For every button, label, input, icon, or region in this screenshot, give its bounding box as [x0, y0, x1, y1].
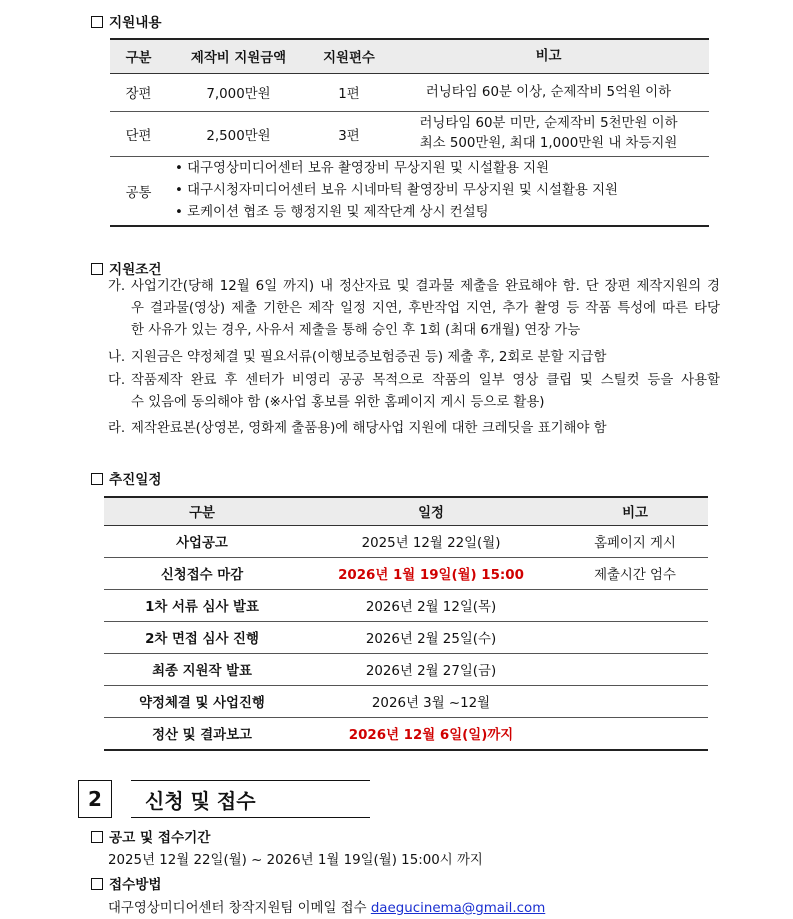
note-line: 러닝타임 60분 이상, 순제작비 5억원 이하 — [425, 84, 672, 100]
count-cell: 3편 — [338, 128, 360, 144]
support-heading: 지원내용 — [91, 11, 162, 31]
schedule-note — [562, 686, 708, 717]
condition-line: 제작완료본(상영본, 영화제 출품용)에 해당사업 지원에 대한 크레딧을 표기해야 함 — [131, 421, 607, 436]
table-row — [110, 74, 709, 112]
header-cell: 구분 — [189, 506, 215, 521]
support-table — [110, 38, 709, 227]
condition-line: 사업기간(당해 12월 6일 까지) 내 정산자료 및 결과물 제출을 완료해야 함. 단 장편 제작지원의 경 — [131, 279, 720, 294]
schedule-date: 2026년 2월 25일(수) — [365, 632, 497, 647]
condition-item — [108, 347, 720, 369]
header-cell: 비고 — [535, 48, 562, 64]
schedule-note — [562, 654, 708, 685]
condition-line: 지원금은 약정체결 및 필요서류(이행보증보험증권 등) 제출 후, 2회로 분할 지급함 — [131, 350, 607, 365]
schedule-note — [562, 590, 708, 621]
condition-marker: 가. — [108, 279, 126, 294]
schedule-note: 제출시간 엄수 — [594, 568, 676, 583]
table-row — [104, 622, 708, 654]
condition-item — [108, 370, 720, 414]
method-line — [108, 897, 545, 916]
schedule-item: 최종 지원작 발표 — [152, 664, 252, 679]
schedule-note — [562, 622, 708, 653]
header-cell: 구분 — [125, 51, 152, 66]
header-cell: 지원편수 — [323, 51, 375, 66]
header-cell: 일정 — [418, 506, 444, 521]
schedule-date: 2026년 2월 12일(목) — [365, 600, 497, 615]
condition-item — [108, 418, 720, 440]
checkbox-square-icon — [91, 16, 103, 28]
amount-cell: 2,500만원 — [206, 128, 271, 144]
period-heading: 공고 및 접수기간 — [91, 826, 210, 846]
amount-cell: 7,000만원 — [206, 87, 271, 102]
table-row — [104, 590, 708, 622]
header-cell: 비고 — [622, 506, 648, 521]
list-item: • 로케이션 협조 등 행정지원 및 제작단계 상시 컨설팅 — [175, 202, 489, 224]
checkbox-square-icon — [91, 831, 103, 843]
note-line: 러닝타임 60분 미만, 순제작비 5천만원 이하 — [419, 116, 678, 131]
count-cell: 1편 — [338, 87, 360, 102]
table-row — [104, 526, 708, 558]
schedule-item: 약정체결 및 사업진행 — [139, 696, 265, 711]
table-row — [104, 558, 708, 590]
schedule-item: 2차 면접 심사 진행 — [145, 632, 259, 647]
common-items — [167, 157, 709, 225]
condition-line: 한 사유가 있는 경우, 사유서 제출을 통해 승인 후 1회 (최대 6개월) 연장 가능 — [131, 323, 581, 338]
schedule-item: 정산 및 결과보고 — [152, 728, 252, 743]
schedule-note — [562, 718, 708, 749]
schedule-date: 2026년 2월 27일(금) — [365, 664, 497, 679]
schedule-note: 홈페이지 게시 — [594, 536, 676, 551]
schedule-table — [104, 496, 708, 751]
checkbox-square-icon — [91, 878, 103, 890]
schedule-date-highlight: 2026년 12월 6일(일)까지 — [348, 728, 514, 743]
schedule-item: 1차 서류 심사 발표 — [145, 600, 259, 615]
condition-marker: 나. — [108, 350, 126, 365]
table-row — [104, 686, 708, 718]
schedule-heading: 추진일정 — [91, 468, 162, 488]
notes-cell — [388, 112, 709, 156]
list-item: • 대구영상미디어센터 보유 촬영장비 무상지원 및 시설활용 지원 — [175, 158, 549, 180]
section-number: 2 — [78, 780, 112, 818]
list-item: • 대구시청자미디어센터 보유 시네마틱 촬영장비 무상지원 및 시설활용 지원 — [175, 180, 618, 202]
type-cell: 장편 — [125, 87, 152, 102]
period-text: 2025년 12월 22일(월) ~ 2026년 1월 19일(월) 15:00시 까지 — [108, 853, 483, 868]
conditions-heading: 지원조건 — [91, 258, 162, 278]
schedule-date: 2026년 3월 ~12월 — [371, 696, 491, 711]
common-label: 공통 — [125, 185, 152, 201]
section-title: 신청 및 접수 — [131, 780, 370, 818]
condition-line: 작품제작 완료 후 센터가 비영리 공공 목적으로 작품의 일부 영상 클립 및 스틸컷 등을 사용할 — [131, 373, 720, 388]
notes-cell — [388, 74, 709, 111]
checkbox-square-icon — [91, 473, 103, 485]
condition-line: 수 있음에 동의해야 함 (※사업 홍보를 위한 홈페이지 게시 등으로 활용) — [131, 395, 545, 410]
condition-line: 우 결과물(영상) 제출 기한은 제작 일정 지연, 후반작업 지연, 추가 촬영 등 작품 특성에 따른 타당 — [131, 301, 720, 316]
schedule-date-highlight: 2026년 1월 19일(월) 15:00 — [338, 568, 524, 583]
condition-marker: 라. — [108, 421, 126, 436]
schedule-table-header — [104, 498, 708, 526]
method-text: 대구영상미디어센터 창작지원팀 이메일 접수 — [108, 901, 367, 916]
support-table-header — [110, 40, 709, 74]
condition-item — [108, 276, 720, 342]
table-row — [104, 718, 708, 749]
schedule-date: 2025년 12월 22일(월) — [361, 536, 501, 551]
table-row — [104, 654, 708, 686]
note-line: 최소 500만원, 최대 1,000만원 내 차등지원 — [419, 136, 678, 151]
header-cell: 제작비 지원금액 — [190, 51, 287, 66]
table-row-common — [110, 157, 709, 225]
email-link[interactable]: daegucinema@gmail.com — [370, 901, 546, 916]
type-cell: 단편 — [125, 128, 152, 144]
condition-marker: 다. — [108, 373, 126, 388]
schedule-item: 사업공고 — [176, 536, 228, 551]
method-heading: 접수방법 — [91, 873, 162, 893]
checkbox-square-icon — [91, 263, 103, 275]
schedule-item: 신청접수 마감 — [160, 568, 244, 583]
table-row — [110, 112, 709, 157]
